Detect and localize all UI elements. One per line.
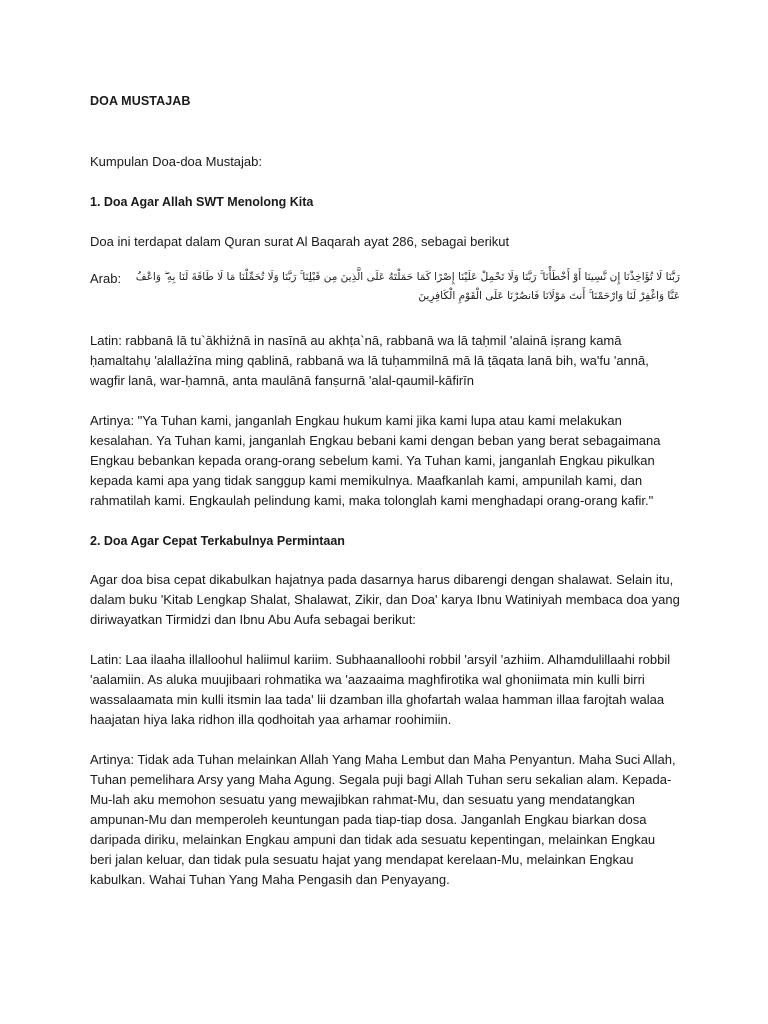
section2-latin: Latin: Laa ilaaha illalloohul haliimul kariim. Subhaanalloohi robbil 'arsyil 'azhiim. Alhamdulillaahi robbil 'aalamiin. As aluka muujibaari rohmatika wa 'aazaaima maghfirotika wal ghoniimata min kulli birri wassalaamata min kulli itsmin laa tada' lii dzamban illa ghofartah walaa hamman illaa farojtah walaa haajatan hiya laka ridhon illa qodhoitah yaa arhamar roohimiin. (90, 652, 671, 727)
section2-heading: 2. Doa Agar Cepat Terkabulnya Permintaan (90, 534, 345, 548)
document-title: DOA MUSTAJAB (90, 94, 191, 108)
section1-source: Doa ini terdapat dalam Quran surat Al Baqarah ayat 286, sebagai berikut (90, 234, 510, 249)
arabic-text: رَبَّنَا لَا تُؤَاخِذْنَا إِن نَّسِينَا أَوْ أَخْطَأْنَا ۚ رَبَّنَا وَلَا تَحْمِلْ عَلَيْنَا إِصْرًا كَمَا حَمَلْتَهُ عَلَى الَّذِينَ مِن قَبْلِنَا ۚ رَبَّنَا وَلَا تُحَمِّلْنَا مَا لَا طَاقَةَ لَنَا بِهِ ۖ وَاعْفُ عَنَّا وَاغْفِرْ لَنَا وَارْحَمْنَا ۚ أَنتَ مَوْلَانَا فَانصُرْنَا عَلَى الْقَوْمِ الْكَافِرِينَ (135, 271, 680, 302)
section1-latin: Latin: rabbanā lā tu`ākhiżnā in nasīnā au akhṭa`nā, rabbanā wa lā taḥmil 'alainā iṣrang kamā ḥamaltahụ 'alallażīna ming qablinā, rabbanā wa lā tuḥammilnā mā lā ṭāqata lanā bih, wa'fu 'annā, wagfir lanā, war-ḥamnā, anta maulānā fanṣurnā 'alal-qaumil-kāfirīn (90, 333, 649, 388)
section1-translation: Artinya: "Ya Tuhan kami, janganlah Engkau hukum kami jika kami lupa atau kami melakukan kesalahan. Ya Tuhan kami, janganlah Engkau bebani kami dengan beban yang berat sebagaimana Engkau bebankan kepada orang-orang sebelum kami. Ya Tuhan kami, janganlah Engkau pikulkan kepada kami apa yang tidak sanggup kami memikulnya. Maafkanlah kami, ampunilah kami, dan rahmatilah kami. Engkaulah pelindung kami, maka tolonglah kami menghadapi orang-orang kafir." (90, 413, 661, 508)
document-page (90, 0, 680, 1024)
section2-translation: Artinya: Tidak ada Tuhan melainkan Allah Yang Maha Lembut dan Maha Penyantun. Maha Suci Allah, Tuhan pemelihara Arsy yang Maha Agung. Segala puji bagi Allah Tuhan seru sekalian alam. Kepada-Mu-lah aku memohon sesuatu yang mewajibkan rahmat-Mu, dan sesuatu yang mendatangkan ampunan-Mu dan memperoleh keuntungan pada tiap-tiap dosa. Janganlah Engkau biarkan dosa daripada diriku, melainkan Engkau ampuni dan tidak ada sesuatu kepentingan, melainkan Engkau beri jalan keluar, dan tidak pula sesuatu hajat yang mendapat kerelaan-Mu, melainkan Engkau kabulkan. Wahai Tuhan Yang Maha Pengasih dan Penyayang. (90, 752, 676, 887)
intro-text: Kumpulan Doa-doa Mustajab: (90, 154, 262, 169)
arabic-label: Arab: (90, 271, 122, 286)
section2-intro: Agar doa bisa cepat dikabulkan hajatnya pada dasarnya harus dibarengi dengan shalawat. Selain itu, dalam buku 'Kitab Lengkap Shalat, Shalawat, Zikir, dan Doa' karya Ibnu Watiniyah membaca doa yang diriwayatkan Tirmidzi dan Ibnu Abu Aufa sebagai berikut: (90, 572, 680, 627)
section1-heading: 1. Doa Agar Allah SWT Menolong Kita (90, 195, 314, 209)
